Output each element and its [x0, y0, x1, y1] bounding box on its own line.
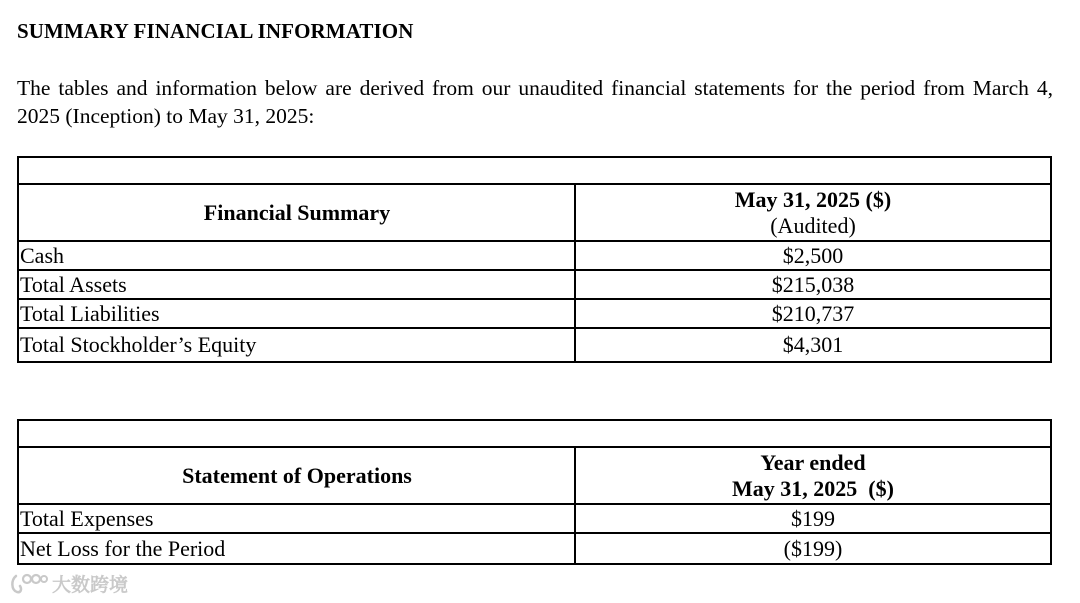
table-row: [19, 300, 1050, 329]
row-label: Net Loss for the Period: [19, 534, 576, 563]
logo-icon: [10, 572, 48, 596]
row-label: Total Liabilities: [19, 300, 576, 327]
row-label: Total Stockholder’s Equity: [19, 329, 576, 361]
header-audited: (Audited): [770, 212, 856, 238]
column-header-label: Statement of Operations: [19, 448, 576, 503]
header-date: May 31, 2025 ($): [732, 475, 894, 501]
header-date: May 31, 2025 ($): [734, 186, 892, 212]
watermark: [10, 570, 128, 597]
table-row: [19, 505, 1050, 534]
intro-paragraph: The tables and information below are derived from our unaudited financial statements for the period from March 4, 2025 (Inception) to May 31, 2025:: [17, 76, 1053, 128]
row-value: $199: [791, 505, 835, 531]
table-row: [19, 271, 1050, 300]
table-blank-row: [19, 421, 1050, 448]
section-heading: SUMMARY FINANCIAL INFORMATION: [17, 19, 414, 43]
column-header-value: [576, 448, 1050, 503]
table-blank-row: [19, 158, 1050, 185]
row-label: Cash: [19, 242, 576, 269]
row-value: ($199): [783, 535, 843, 561]
row-value: $210,737: [771, 300, 855, 326]
row-value: $4,301: [782, 332, 844, 357]
table-row: [19, 242, 1050, 271]
operations-table: [17, 419, 1052, 565]
row-label: Total Expenses: [19, 505, 576, 532]
row-label: Total Assets: [19, 271, 576, 298]
financial-summary-table: [17, 156, 1052, 363]
row-value: $215,038: [771, 271, 855, 297]
table-header-row: [19, 448, 1050, 505]
row-value: $2,500: [782, 242, 844, 268]
header-period: Year ended: [760, 449, 866, 475]
table-row: [19, 329, 1050, 361]
table-header-row: [19, 185, 1050, 242]
watermark-text: 大数跨境: [52, 574, 129, 596]
column-header-value: [576, 185, 1050, 240]
column-header-label: Financial Summary: [19, 185, 576, 240]
table-row: [19, 534, 1050, 563]
